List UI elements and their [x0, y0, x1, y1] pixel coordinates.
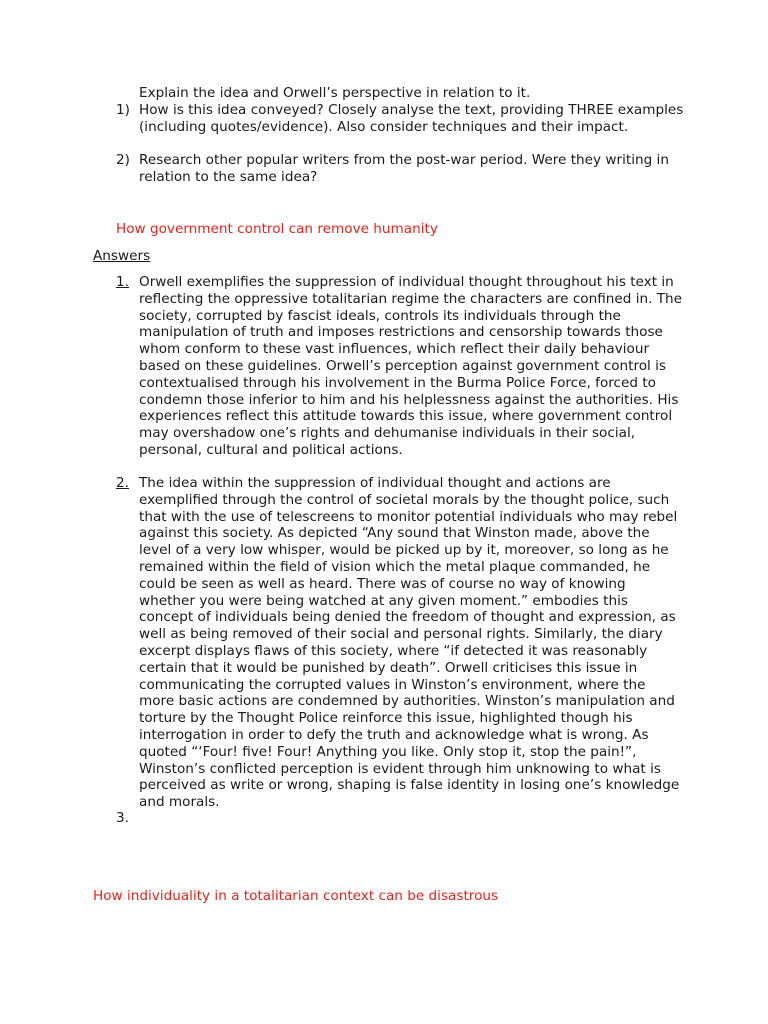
answers-label: Answers [93, 248, 151, 264]
answer-3-number: 3. [116, 810, 129, 826]
intro-line: Explain the idea and Orwell’s perspective in relation to it. [139, 85, 531, 101]
answer-2-number: 2. [116, 475, 129, 491]
question-2-number: 2) [116, 152, 130, 168]
answer-2-text: The idea within the suppression of individual thought and actions are exemplified through the control of societal morals by the thought police, such that with the use of telescreens to monitor potential individuals who may rebel against this society. As depicted “Any sound that Winston made, above the level of a very low whisper, would be picked up by it, moreover, so long as he remained within the field of vision which the metal plaque commanded, he could be seen as well as heard. There was of course no way of knowing whether you were being watched at any given moment.” embodies this concept of individuals being denied the freedom of thought and expression, as well as being removed of their social and personal rights. Similarly, the diary excerpt displays flaws of this society, where “if detected it was reasonably certain that it would be punished by death”. Orwell criticises this issue in communicating the corrupted values in Winston’s environment, where the more basic actions are condemned by authorities. Winston’s manipulation and torture by the Thought Police reinforce this issue, highlighted though his interrogation in order to defy the truth and acknowledge what is wrong. As quoted “‘Four! five! Four! Anything you like. Only stop it, stop the pain!”, Winston’s conflicted perception is evident through him unknowing to what is perceived as write or wrong, shaping is false identity in losing one’s knowledge and morals. [139, 475, 680, 811]
question-1-number: 1) [116, 102, 130, 118]
answer-1-text: Orwell exemplifies the suppression of individual thought throughout his text in reflecting the oppressive totalitarian regime the characters are confined in. The society, corrupted by fascist ideals, controls its individuals through the manipulation of truth and imposes restrictions and censorship towards those whom conform to these vast influences, which reflect their daily behaviour based on these guidelines. Orwell’s perception against government control is contextualised through his involvement in the Burma Police Force, forced to condemn those inferior to him and his helplessness against the authorities. His experiences reflect this attitude towards this issue, where government control may overshadow one’s rights and dehumanise individuals in their social, personal, cultural and political actions. [139, 274, 683, 458]
question-1-text: How is this idea conveyed? Closely analyse the text, providing THREE examples (including quotes/evidence). Also consider techniques and their impact. [139, 102, 684, 135]
question-2-text: Research other popular writers from the post-war period. Were they writing in relation to the same idea? [139, 152, 669, 185]
answer-1-number: 1. [116, 274, 129, 290]
section-heading-government-control: How government control can remove humanity [116, 221, 438, 237]
section-heading-individuality: How individuality in a totalitarian context can be disastrous [93, 888, 499, 904]
